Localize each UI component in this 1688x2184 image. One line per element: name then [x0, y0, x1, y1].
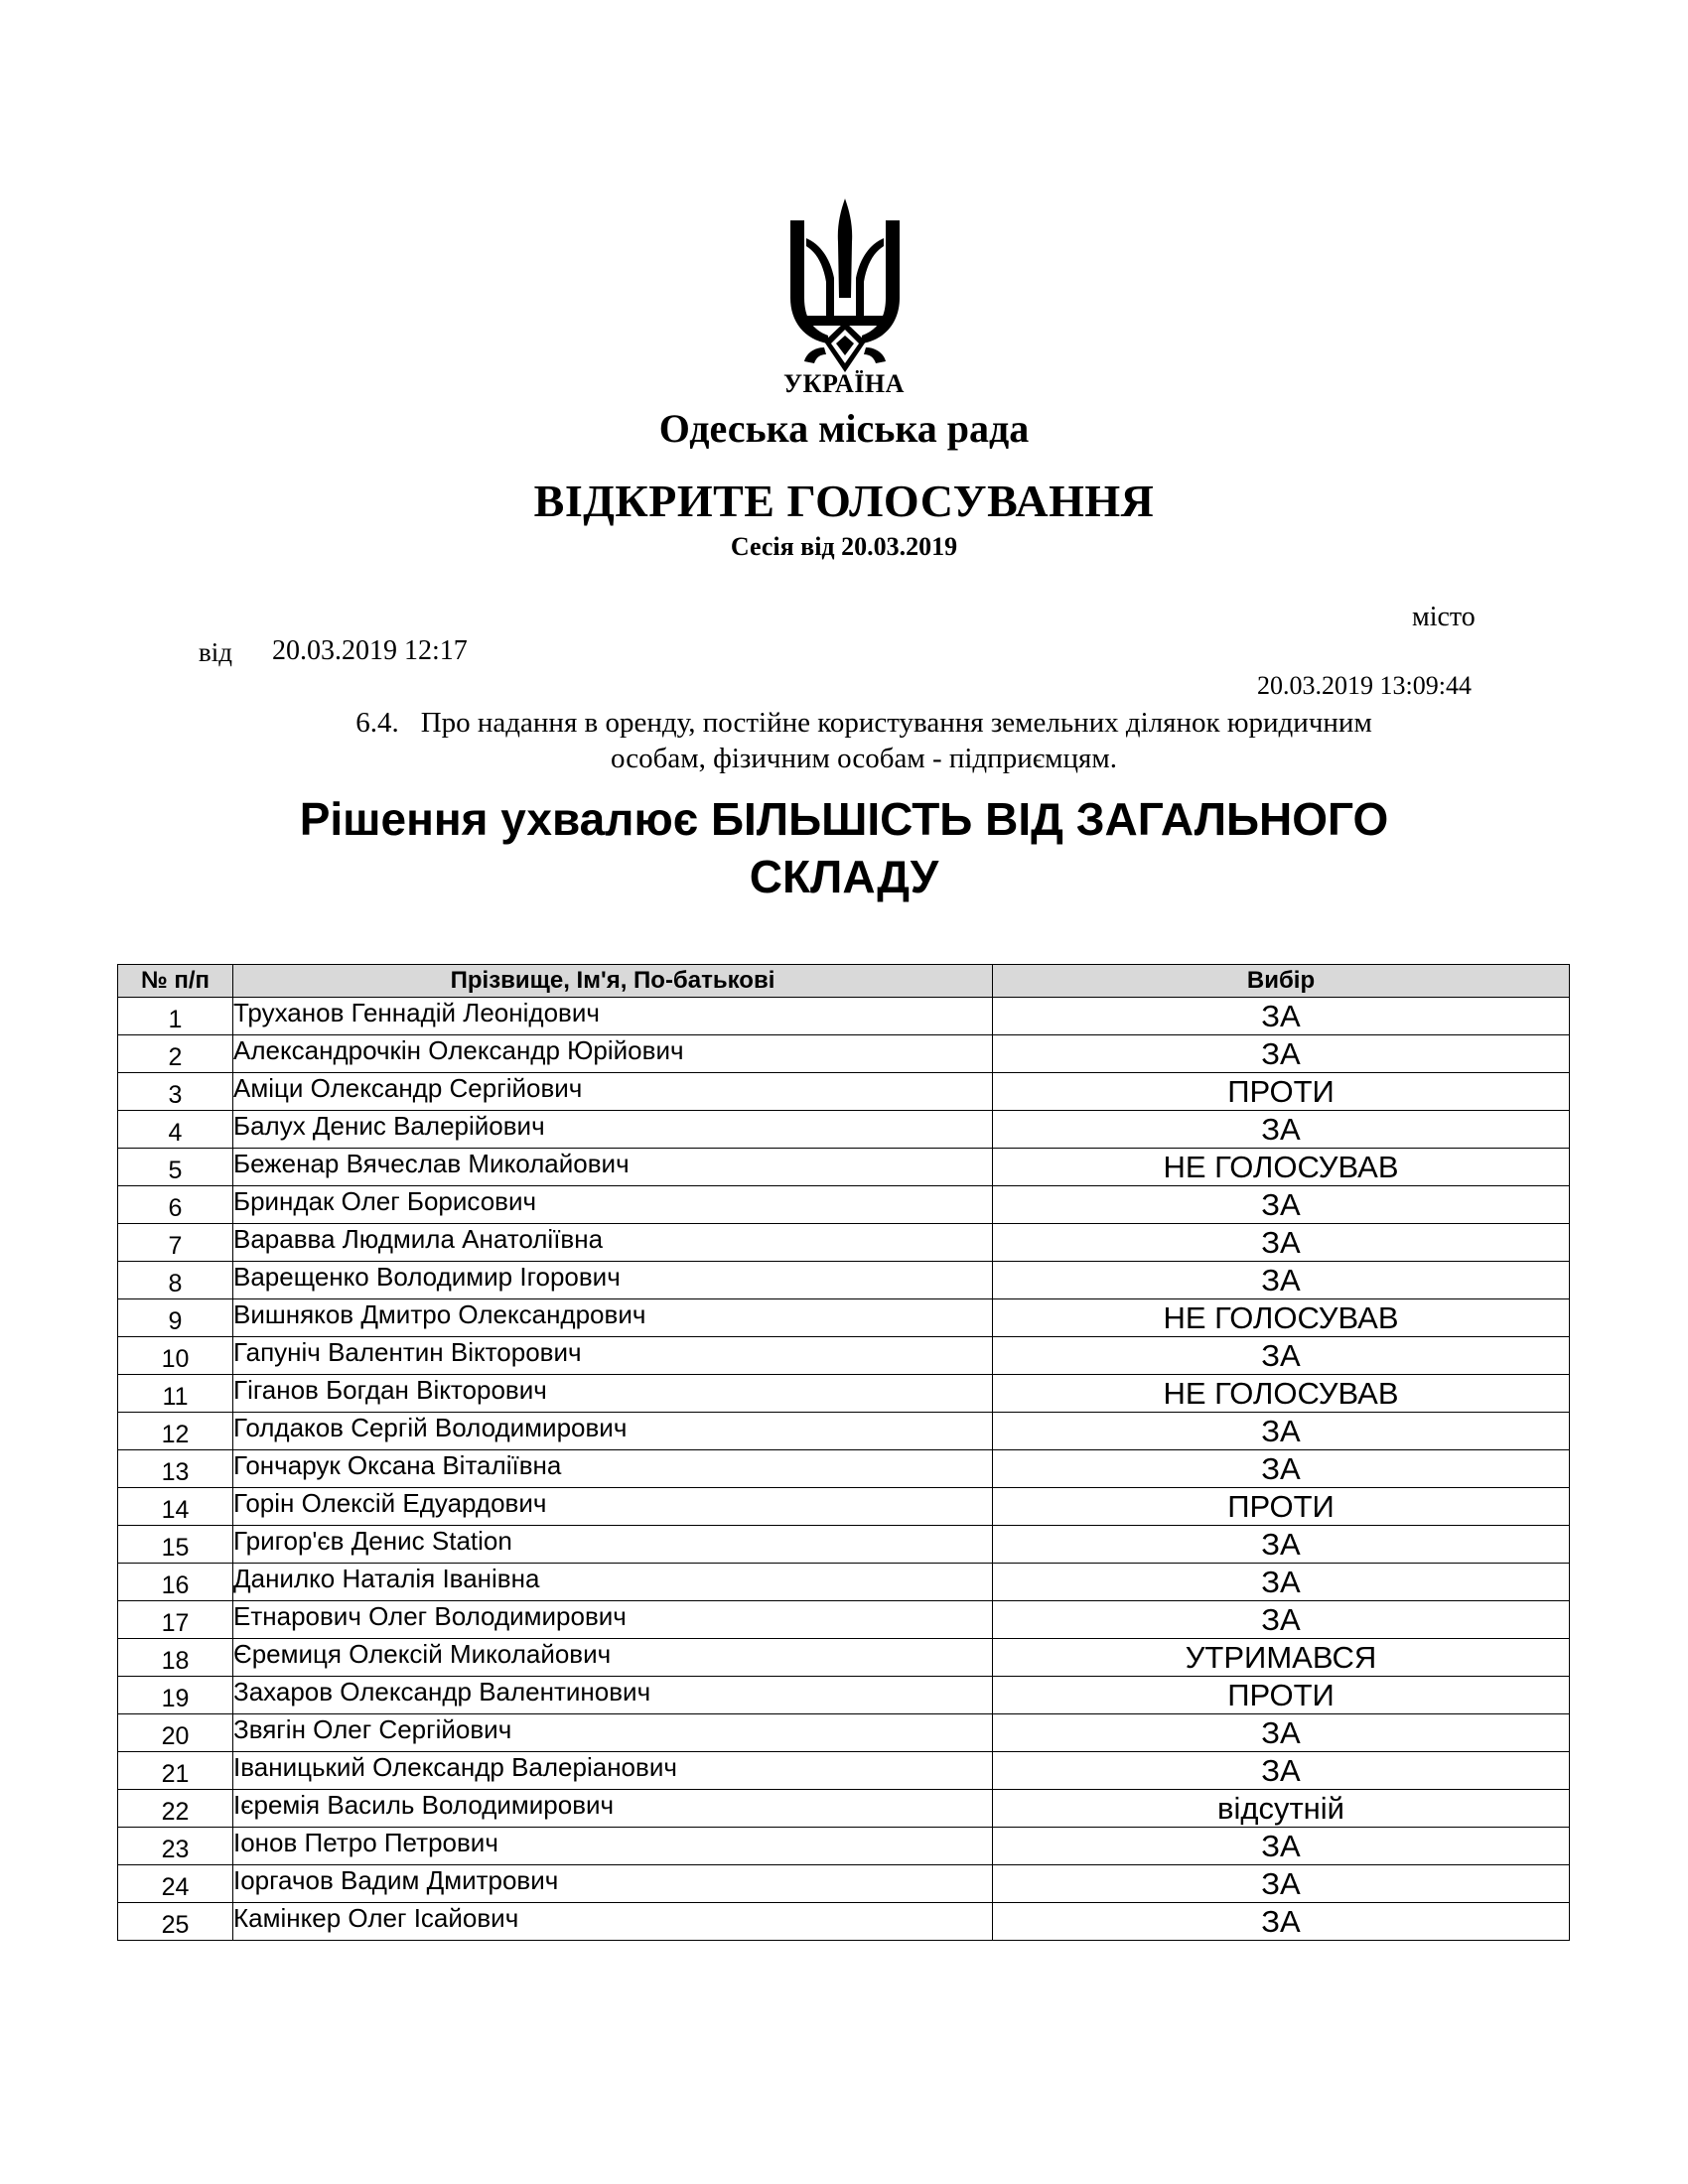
- table-row: [118, 1186, 1570, 1224]
- table-row: [118, 1035, 1570, 1073]
- table-row: [118, 1149, 1570, 1186]
- vote-choice: ЗА: [993, 1224, 1570, 1262]
- vote-choice: НЕ ГОЛОСУВАВ: [993, 1299, 1570, 1337]
- vote-choice: відсутній: [993, 1790, 1570, 1828]
- row-number: 17: [118, 1601, 233, 1639]
- session-date: Сесія від 20.03.2019: [730, 532, 958, 561]
- table-row: [118, 1677, 1570, 1714]
- row-number: 15: [118, 1526, 233, 1564]
- vote-choice: ЗА: [993, 1337, 1570, 1375]
- row-number: 25: [118, 1903, 233, 1941]
- vote-timestamp: 20.03.2019 13:09:44: [1257, 671, 1472, 700]
- agenda-item: [268, 705, 1460, 776]
- deputy-name: Камінкер Олег Ісайович: [233, 1903, 993, 1941]
- agenda-text-2: особам, фізичним особам - підприємцям.: [611, 743, 1117, 774]
- vote-choice: ПРОТИ: [993, 1488, 1570, 1526]
- table-row: [118, 998, 1570, 1035]
- agenda-text-1: Про надання в оренду, постійне користування земельних ділянок юридичним: [420, 707, 1372, 739]
- deputy-name: Іваницький Олександр Валеріанович: [233, 1752, 993, 1790]
- vote-choice: ЗА: [993, 1262, 1570, 1299]
- date-label: від: [199, 637, 232, 667]
- deputy-name: Аміци Олександр Сергійович: [233, 1073, 993, 1111]
- row-number: 13: [118, 1450, 233, 1488]
- table-row: [118, 1903, 1570, 1941]
- vote-choice: ЗА: [993, 1413, 1570, 1450]
- vote-choice: ЗА: [993, 1752, 1570, 1790]
- row-number: 19: [118, 1677, 233, 1714]
- deputy-name: Варавва Людмила Анатоліївна: [233, 1224, 993, 1262]
- table-row: [118, 1073, 1570, 1111]
- vote-choice: ПРОТИ: [993, 1677, 1570, 1714]
- row-number: 21: [118, 1752, 233, 1790]
- deputy-name: Іоргачов Вадим Дмитрович: [233, 1865, 993, 1903]
- table-row: [118, 1299, 1570, 1337]
- tryzub-emblem-icon: [784, 199, 906, 372]
- deputy-name: Балух Денис Валерійович: [233, 1111, 993, 1149]
- city-label: місто: [1412, 602, 1476, 632]
- vote-choice: ЗА: [993, 998, 1570, 1035]
- row-number: 16: [118, 1564, 233, 1601]
- table-row: [118, 1111, 1570, 1149]
- table-row: [118, 1262, 1570, 1299]
- table-row: [118, 1601, 1570, 1639]
- table-row: [118, 1375, 1570, 1413]
- row-number: 24: [118, 1865, 233, 1903]
- vote-choice: ЗА: [993, 1903, 1570, 1941]
- row-number: 7: [118, 1224, 233, 1262]
- deputy-name: Горін Олексій Едуардович: [233, 1488, 993, 1526]
- decision-rule-line-2: СКЛАДУ: [749, 851, 939, 902]
- table-row: [118, 1488, 1570, 1526]
- vote-choice: НЕ ГОЛОСУВАВ: [993, 1149, 1570, 1186]
- deputy-name: Іонов Петро Петрович: [233, 1828, 993, 1865]
- table-row: [118, 1564, 1570, 1601]
- vote-choice: ЗА: [993, 1714, 1570, 1752]
- decision-rule: [238, 790, 1450, 905]
- row-number: 10: [118, 1337, 233, 1375]
- deputy-name: Гончарук Оксана Віталіївна: [233, 1450, 993, 1488]
- table-row: [118, 1714, 1570, 1752]
- table-row: [118, 1752, 1570, 1790]
- vote-choice: ЗА: [993, 1186, 1570, 1224]
- vote-choice: ЗА: [993, 1601, 1570, 1639]
- row-number: 4: [118, 1111, 233, 1149]
- deputy-name: Гапуніч Валентин Вікторович: [233, 1337, 993, 1375]
- deputy-name: Варещенко Володимир Ігорович: [233, 1262, 993, 1299]
- table-row: [118, 1526, 1570, 1564]
- vote-choice: ЗА: [993, 1035, 1570, 1073]
- row-number: 20: [118, 1714, 233, 1752]
- row-number: 5: [118, 1149, 233, 1186]
- row-number: 6: [118, 1186, 233, 1224]
- row-number: 12: [118, 1413, 233, 1450]
- council-name: Одеська міська рада: [658, 406, 1030, 451]
- vote-type-title: ВІДКРИТЕ ГОЛОСУВАННЯ: [533, 476, 1155, 526]
- table-row: [118, 1828, 1570, 1865]
- table-row: [118, 1337, 1570, 1375]
- date-value: 20.03.2019 12:17: [272, 635, 468, 666]
- row-number: 14: [118, 1488, 233, 1526]
- row-number: 3: [118, 1073, 233, 1111]
- deputy-name: Труханов Геннадій Леонідович: [233, 998, 993, 1035]
- row-number: 1: [118, 998, 233, 1035]
- vote-choice: ПРОТИ: [993, 1073, 1570, 1111]
- row-number: 22: [118, 1790, 233, 1828]
- country-name: УКРАЇНА: [783, 369, 905, 398]
- decision-rule-line-1: Рішення ухвалює БІЛЬШІСТЬ ВІД ЗАГАЛЬНОГО: [299, 793, 1389, 845]
- vote-choice: УТРИМАВСЯ: [993, 1639, 1570, 1677]
- table-row: [118, 1224, 1570, 1262]
- deputy-name: Ієремія Василь Володимирович: [233, 1790, 993, 1828]
- deputy-name: Захаров Олександр Валентинович: [233, 1677, 993, 1714]
- deputy-name: Звягін Олег Сергійович: [233, 1714, 993, 1752]
- vote-choice: ЗА: [993, 1828, 1570, 1865]
- deputy-name: Александрочкін Олександр Юрійович: [233, 1035, 993, 1073]
- row-number: 8: [118, 1262, 233, 1299]
- agenda-line-1: [268, 705, 1460, 741]
- table-row: [118, 1413, 1570, 1450]
- deputy-name: Гіганов Богдан Вікторович: [233, 1375, 993, 1413]
- row-number: 9: [118, 1299, 233, 1337]
- vote-choice: ЗА: [993, 1526, 1570, 1564]
- column-header-choice: Вибір: [993, 965, 1570, 998]
- table-row: [118, 1450, 1570, 1488]
- table-header-row: [118, 965, 1570, 998]
- column-header-name: Прізвище, Ім'я, По-батькові: [233, 965, 993, 998]
- table-row: [118, 1865, 1570, 1903]
- vote-choice: ЗА: [993, 1111, 1570, 1149]
- deputy-name: Бриндак Олег Борисович: [233, 1186, 993, 1224]
- agenda-number: 6.4.: [355, 707, 399, 739]
- deputy-name: Беженар Вячеслав Миколайович: [233, 1149, 993, 1186]
- row-number: 23: [118, 1828, 233, 1865]
- deputy-name: Етнарович Олег Володимирович: [233, 1601, 993, 1639]
- vote-results-table: [117, 964, 1570, 1941]
- vote-choice: НЕ ГОЛОСУВАВ: [993, 1375, 1570, 1413]
- deputy-name: Данилко Наталія Іванівна: [233, 1564, 993, 1601]
- deputy-name: Голдаков Сергій Володимирович: [233, 1413, 993, 1450]
- column-header-number: № п/п: [118, 965, 233, 998]
- vote-choice: ЗА: [993, 1865, 1570, 1903]
- table-row: [118, 1790, 1570, 1828]
- deputy-name: Вишняков Дмитро Олександрович: [233, 1299, 993, 1337]
- row-number: 11: [118, 1375, 233, 1413]
- row-number: 2: [118, 1035, 233, 1073]
- deputy-name: Єремиця Олексій Миколайович: [233, 1639, 993, 1677]
- vote-choice: ЗА: [993, 1450, 1570, 1488]
- table-row: [118, 1639, 1570, 1677]
- deputy-name: Григор'єв Денис Station: [233, 1526, 993, 1564]
- row-number: 18: [118, 1639, 233, 1677]
- vote-choice: ЗА: [993, 1564, 1570, 1601]
